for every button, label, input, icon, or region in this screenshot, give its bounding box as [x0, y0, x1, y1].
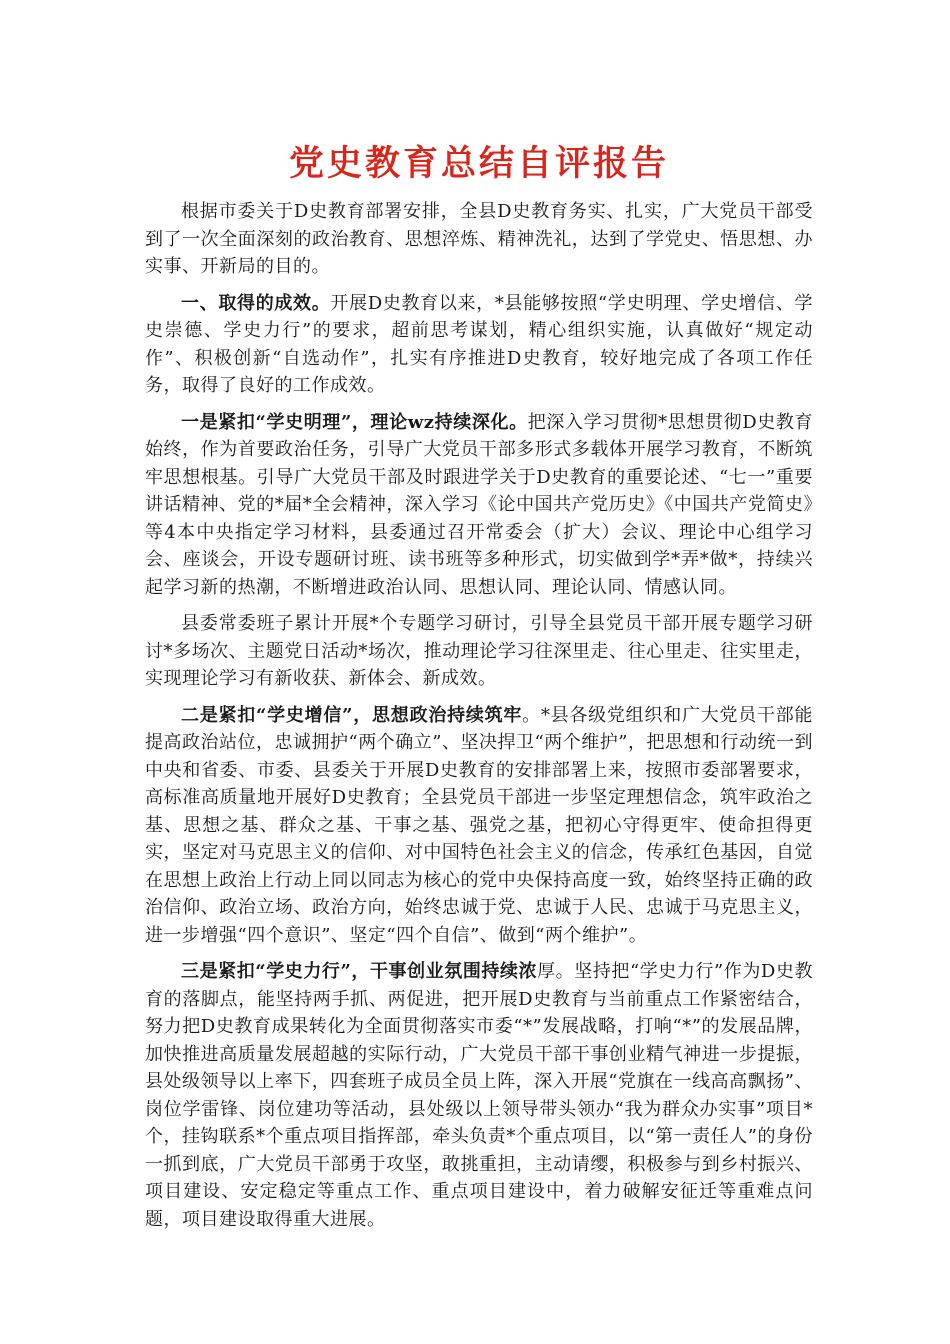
- paragraph-point-two: [145, 702, 813, 950]
- paragraph-text: 厚。坚持把“学史力行”作为D史教育的落脚点，能坚持两手抓、两促进，把开展D史教育与当前重点工作紧密结合，努力把D史教育成果转化为全面贯彻落实市委“*”发展战略，打响“*”的发展品牌，加快推进高质量发展超越的实际行动，广大党员干部干事创业精气神进一步提振，县处级领导以上率下，四套班子成员全员上阵，深入开展“党旗在一线高高飘扬”、岗位学雷锋、岗位建功等活动，县处级以上领导带头领办“我为群众办实事”项目*个，挂钩联系*个重点项目指挥部，牵头负责*个重点项目，以“第一责任人”的身份一抓到底，广大党员干部勇于攻坚，敢挑重担，主动请缨，积极参与到乡村振兴、项目建设、安定稳定等重点工作、重点项目建设中，着力破解安征迁等重难点问题，项目建设取得重大进展。: [145, 961, 813, 1230]
- paragraph-lead: 二是紧扣“学史增信”，思想政治持续筑牢: [181, 704, 523, 726]
- paragraph-text: 。*县各级党组织和广大党员干部能提高政治站位，忠诚拥护“两个确立”、坚决捍卫“两个维护”，把思想和行动统一到中央和省委、市委、县委关于开展D史教育的安排部署上来，按照市委部署要求，高标准高质量地开展好D史教育；全县党员干部进一步坚定理想信念，筑牢政治之基、思想之基、群众之基、干事之基、强党之基，把初心守得更牢、使命担得更实，坚定对马克思主义的信仰、对中国特色社会主义的信念，传承红色基因，自觉在思想上政治上行动上同以同志为核心的党中央保持高度一致，始终坚持正确的政治信仰、政治立场、政治方向，始终忠诚于党、忠诚于人民、忠诚于马克思主义，进一步增强“四个意识”、坚定“四个自信”、做到“两个维护”。: [145, 704, 813, 946]
- paragraph-point-three: [145, 958, 813, 1233]
- paragraph-text: 把深入学习贯彻*思想贯彻D史教育始终，作为首要政治任务，引导广大党员干部多形式多载体开展学习教育，不断筑牢思想根基。引导广大党员干部及时跟进学关于D史教育的重要论述、“七一”重要讲话精神、党的*届*全会精神，深入学习《论中国共产党历史》《中国共产党简史》等4本中央指定学习材料，县委通过召开常委会（扩大）会议、理论中心组学习会、座谈会，开设专题研讨班、读书班等多种形式，切实做到学*弄*做*，持续兴起学习新的热潮，不断增进政治认同、思想认同、理论认同、情感认同。: [145, 411, 813, 598]
- paragraph-text: 县委常委班子累计开展*个专题学习研讨，引导全县党员干部开展专题学习研讨*多场次、主题党日活动*场次，推动理论学习往深里走、往心里走、往实里走，实现理论学习有新收获、新体会、新成效。: [145, 613, 813, 689]
- paragraph-lead: 一、取得的成效。: [181, 292, 331, 314]
- paragraph-lead: 一是紧扣“学史明理”，理论wz持续深化。: [181, 411, 528, 433]
- document-page: [145, 130, 813, 1242]
- paragraph-achievements: [145, 290, 813, 400]
- paragraph-point-one: [145, 409, 813, 602]
- paragraph-text: 开展D史教育以来，*县能够按照“学史明理、学史增信、学史崇德、学史力行”的要求，超前思考谋划，精心组织实施，认真做好“规定动作”、积极创新“自选动作”，扎实有序推进D史教育，较好地完成了各项工作任务，取得了良好的工作成效。: [145, 292, 814, 396]
- document-title: 党史教育总结自评报告: [288, 143, 669, 184]
- paragraph-study-sessions: [145, 610, 813, 693]
- paragraph-lead: 三是紧扣“学史力行”，干事创业氛围持续浓: [181, 961, 538, 982]
- paragraph-text: 根据市委关于D史教育部署安排，全县D史教育务实、扎实，广大党员干部受到了一次全面深刻的政治教育、思想淬炼、精神洗礼，达到了学党史、悟思想、办实事、开新局的目的。: [145, 201, 813, 277]
- paragraph-intro: [145, 198, 813, 281]
